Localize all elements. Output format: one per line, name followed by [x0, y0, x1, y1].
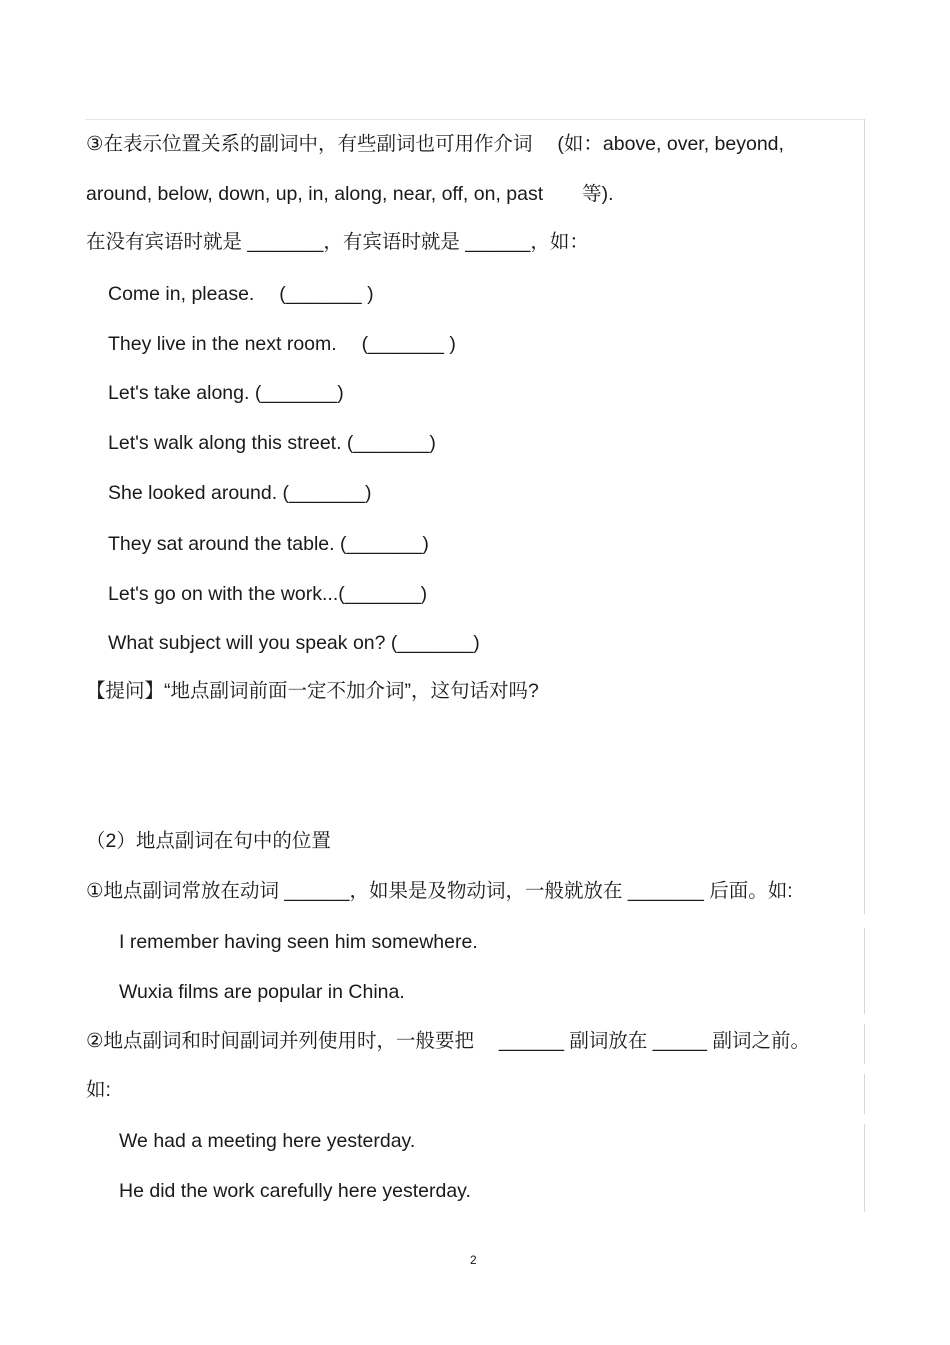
rule-example-lead: 如:: [86, 1079, 111, 1101]
para-prep-adverbs: ③在表示位置关系的副词中，有些副词也可用作介词 (如：above, over, beyond,: [86, 133, 784, 155]
example-sentence: Let's go on with the work...(_______): [108, 583, 428, 605]
right-border-4: [864, 1074, 865, 1114]
section-heading: （2）地点副词在句中的位置: [86, 830, 331, 852]
example-sentence: What subject will you speak on? (_______): [108, 632, 480, 654]
page-number: 2: [470, 1253, 477, 1267]
rule-place-time-order: ②地点副词和时间副词并列使用时，一般要把 ______ 副词放在 _____ 副词之前。: [86, 1030, 810, 1052]
question-prompt: 【提问】“地点副词前面一定不加介词”，这句话对吗?: [86, 680, 539, 702]
right-border-5: [864, 1124, 865, 1212]
right-border-1: [864, 119, 865, 914]
example-sentence: Wuxia films are popular in China.: [119, 981, 405, 1003]
example-sentence: I remember having seen him somewhere.: [119, 931, 478, 953]
example-sentence: Let's take along. (_______): [108, 382, 344, 404]
example-sentence: Let's walk along this street. (_______): [108, 432, 436, 454]
para-prep-adverbs-cont: around, below, down, up, in, along, near, off, on, past 等).: [86, 183, 614, 205]
example-sentence: She looked around. (_______): [108, 482, 372, 504]
rule-verb-position: ①地点副词常放在动词 ______，如果是及物动词，一般就放在 _______ 后面。如:: [86, 880, 793, 902]
right-border-2: [864, 928, 865, 1014]
example-sentence: They live in the next room. (_______ ): [108, 333, 456, 355]
example-sentence: He did the work carefully here yesterday.: [119, 1180, 471, 1202]
fill-in-rule: 在没有宾语时就是 _______，有宾语时就是 ______，如：: [86, 231, 589, 253]
top-border: [85, 119, 865, 120]
example-sentence: They sat around the table. (_______): [108, 533, 429, 555]
example-sentence: Come in, please. (_______ ): [108, 283, 374, 305]
right-border-3: [864, 1024, 865, 1064]
example-sentence: We had a meeting here yesterday.: [119, 1130, 416, 1152]
